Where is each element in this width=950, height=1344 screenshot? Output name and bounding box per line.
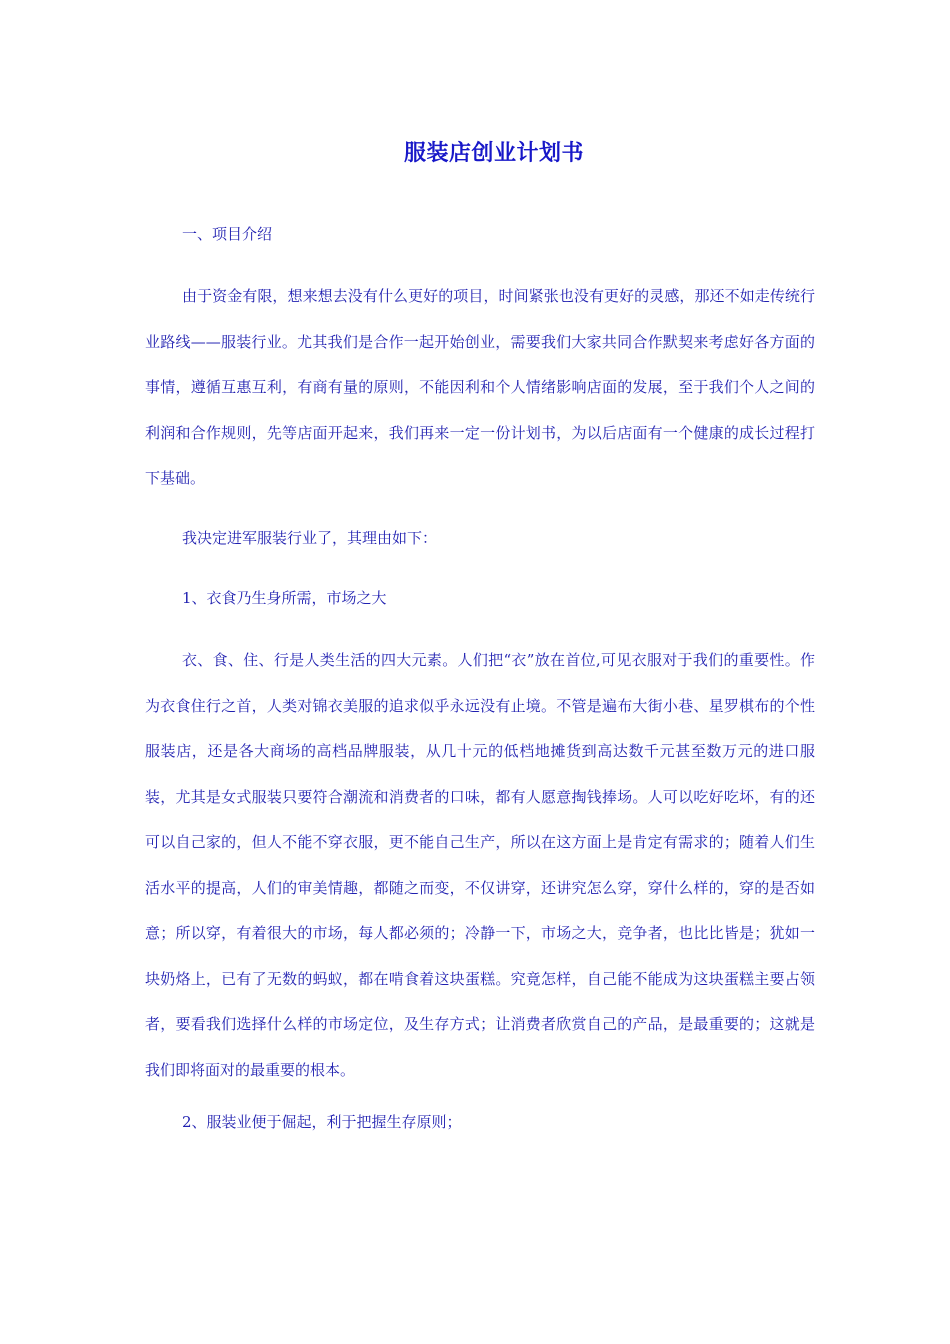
section-heading-project-intro: 一、项目介绍 — [182, 225, 273, 243]
reason-heading-1: 1、衣食乃生身所需，市场之大 — [182, 589, 387, 607]
paragraph-reason-1: 衣、食、住、行是人类生活的四大元素。人们把“衣”放在首位,可见衣服对于我们的重要性。作为衣食住行之首，人类对锦衣美服的追求似乎永远没有止境。不管是遍布大街小巷、星罗棋布的个性服装店，还是各大商场的高档品牌服装，从几十元的低档地摊货到高达数千元甚至数万元的进口服装，尤其是女式服装只要符合潮流和消费者的口味，都有人愿意掏钱捧场。人可以吃好吃坏，有的还可以自己家的，但人不能不穿衣服，更不能自己生产，所以在这方面上是肯定有需求的；随着人们生活水平的提高，人们的审美情趣，都随之而变，不仅讲穿，还讲究怎么穿，穿什么样的，穿的是否如意；所以穿，有着很大的市场，每人都必须的；冷静一下，市场之大，竞争者，也比比皆是；犹如一块奶烙上，已有了无数的蚂蚁，都在啃食着这块蛋糕。究竟怎样，自己能不能成为这块蛋糕主要占领者，要看我们选择什么样的市场定位，及生存方式；让消费者欣赏自己的产品，是最重要的；这就是我们即将面对的最重要的根本。 — [145, 651, 815, 1079]
document-title: 服装店创业计划书 — [403, 140, 584, 166]
paragraph-intro: 由于资金有限，想来想去没有什么更好的项目，时间紧张也没有更好的灵感，那还不如走传统行业路线——服装行业。尤其我们是合作一起开始创业，需要我们大家共同合作默契来考虑好各方面的事情，遵循互惠互利，有商有量的原则，不能因利和个人情绪影响店面的发展，至于我们个人之间的利润和合作规则，先等店面开起来，我们再来一定一份计划书，为以后店面有一个健康的成长过程打下基础。 — [145, 287, 815, 487]
reason-heading-2: 2、服装业便于倔起，利于把握生存原则； — [182, 1113, 462, 1131]
paragraph-decision: 我决定进军服装行业了，其理由如下： — [182, 529, 438, 547]
